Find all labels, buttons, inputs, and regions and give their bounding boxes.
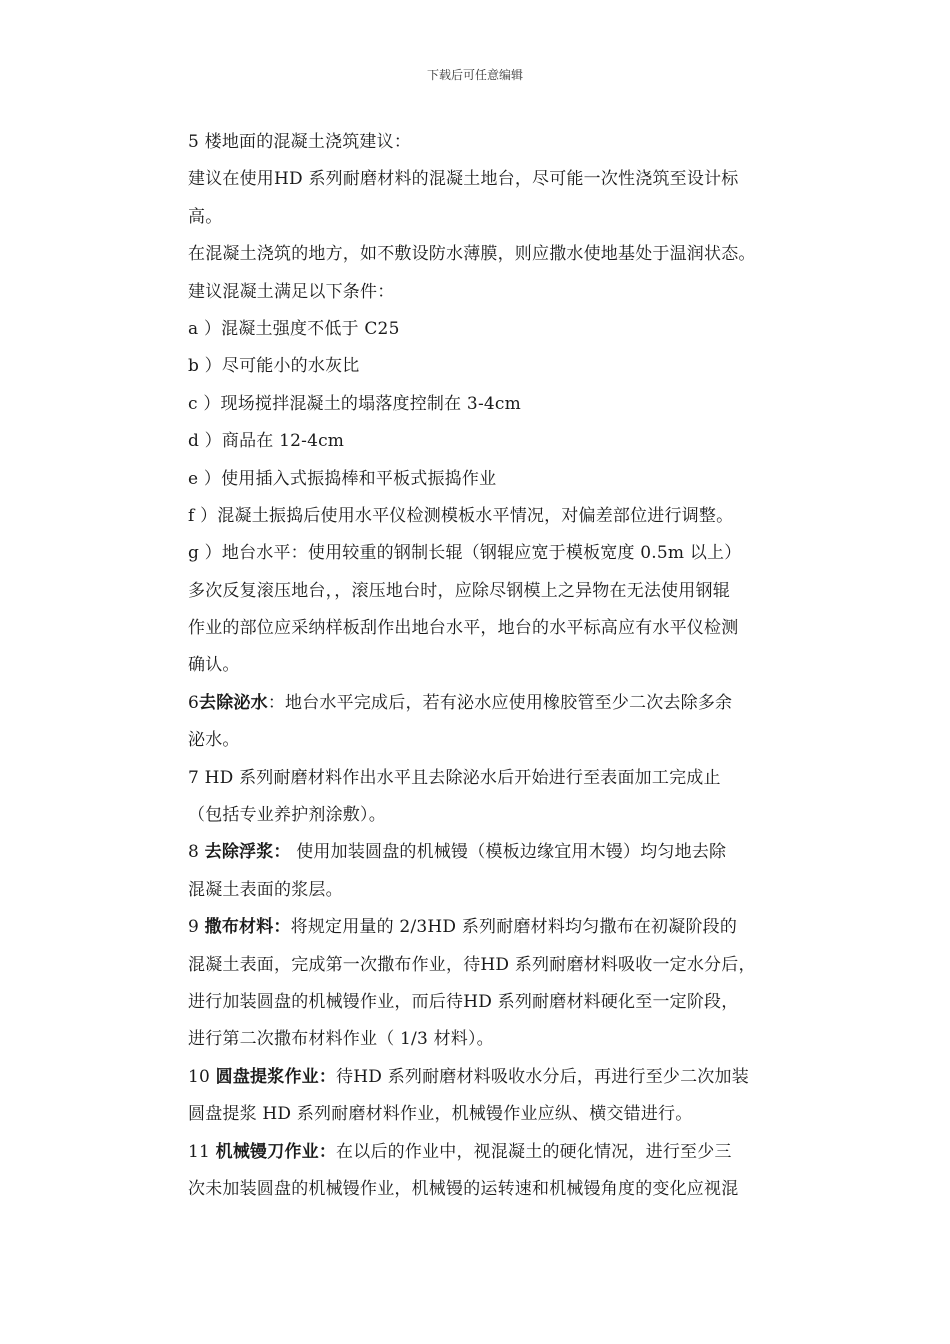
bold-heading: 去除浮浆： — [204, 842, 291, 863]
line-text: a ）混凝土强度不低于 C25 — [188, 318, 400, 339]
text-line — [188, 872, 828, 909]
text-line — [188, 1096, 828, 1133]
text-line — [188, 535, 828, 572]
text-line — [188, 498, 828, 535]
line-text-continued: 在以后的作业中，视混凝土的硬化情况，进行至少三 — [336, 1141, 732, 1162]
text-line — [188, 274, 828, 311]
line-text: 泌水。 — [188, 730, 240, 751]
bold-heading: 机械镘刀作业： — [215, 1141, 337, 1162]
text-line — [188, 348, 828, 385]
line-text: 圆盘提浆 HD 系列耐磨材料作业，机械镘作业应纵、横交错进行。 — [188, 1104, 693, 1125]
line-text: 进行加装圆盘的机械镘作业，而后待HD 系列耐磨材料硬化至一定阶段， — [188, 991, 739, 1012]
text-line — [188, 610, 828, 647]
text-line — [188, 722, 828, 759]
line-text-continued: 使用加装圆盘的机械镘（模板边缘宜用木镘）均匀地去除 — [290, 842, 727, 863]
line-text-continued: 待HD 系列耐磨材料吸收水分后，再进行至少二次加装 — [336, 1066, 749, 1087]
line-text-continued: ：地台水平完成后，若有泌水应使用橡胶管至少二次去除多余 — [267, 692, 733, 713]
line-text: 混凝土表面的浆层。 — [188, 879, 343, 900]
text-line — [188, 685, 828, 722]
text-line — [188, 947, 828, 984]
text-line — [188, 909, 828, 946]
line-text: 作业的部位应采纳样板刮作出地台水平，地台的水平标高应有水平仪检测 — [188, 618, 739, 639]
line-text: 多次反复滚压地台，，滚压地台时，应除尽钢模上之异物在无法使用钢辊 — [188, 580, 730, 601]
text-line — [188, 423, 828, 460]
line-text: 10 — [188, 1066, 216, 1087]
line-text: 6 — [188, 692, 200, 713]
line-text: 建议在使用HD 系列耐磨材料的混凝土地台，尽可能一次性浇筑至设计标 — [188, 169, 739, 190]
line-text: 次未加装圆盘的机械镘作业，机械镘的运转速和机械镘角度的变化应视混 — [188, 1178, 739, 1199]
line-text: 进行第二次撒布材料作业（ 1/3 材料）。 — [188, 1029, 494, 1050]
text-line — [188, 1134, 828, 1171]
text-line — [188, 984, 828, 1021]
line-text: 确认。 — [188, 655, 240, 676]
text-line — [188, 834, 828, 871]
line-text: e ）使用插入式振捣棒和平板式振捣作业 — [188, 468, 497, 489]
document-body — [188, 124, 828, 1208]
line-text: 在混凝土浇筑的地方，如不敷设防水薄膜，则应撒水使地基处于温润状态。 — [188, 244, 756, 265]
text-line — [188, 311, 828, 348]
text-line — [188, 236, 828, 273]
line-text: f ）混凝土振捣后使用水平仪检测模板水平情况，对偏差部位进行调整。 — [188, 505, 734, 526]
text-line — [188, 161, 828, 198]
text-line — [188, 1059, 828, 1096]
line-text: （包括专业养护剂涂敷）。 — [188, 805, 386, 826]
text-line — [188, 760, 828, 797]
text-line — [188, 573, 828, 610]
line-text: 高。 — [188, 206, 223, 227]
line-text: g ）地台水平：使用较重的钢制长辊（钢辊应宽于模板宽度 0.5m 以上） — [188, 543, 742, 564]
line-text-continued: 将规定用量的 2/3HD 系列耐磨材料均匀撒布在初凝阶段的 — [290, 917, 738, 938]
line-text: d ）商品在 12-4cm — [188, 431, 345, 452]
line-text: 9 — [188, 917, 205, 938]
text-line — [188, 797, 828, 834]
text-line — [188, 461, 828, 498]
line-text: 11 — [188, 1141, 216, 1162]
line-text: 5 楼地面的混凝土浇筑建议： — [188, 132, 412, 152]
page-header: 下载后可任意编辑 — [426, 68, 523, 82]
line-text: 混凝土表面，完成第一次撒布作业，待HD 系列耐磨材料吸收一定水分后， — [188, 954, 756, 975]
text-line — [188, 124, 828, 161]
line-text: 8 — [188, 842, 205, 863]
bold-heading: 去除泌水 — [199, 692, 268, 713]
text-line — [188, 386, 828, 423]
text-line — [188, 1171, 828, 1208]
line-text: 建议混凝土满足以下条件： — [188, 281, 395, 302]
text-line — [188, 1021, 828, 1058]
bold-heading: 撒布材料： — [204, 917, 291, 938]
text-line — [188, 199, 828, 236]
text-line — [188, 647, 828, 684]
line-text: b ）尽可能小的水灰比 — [188, 356, 360, 377]
bold-heading: 圆盘提浆作业： — [215, 1066, 337, 1087]
line-text: 7 HD 系列耐磨材料作出水平且去除泌水后开始进行至表面加工完成止 — [188, 767, 721, 788]
line-text: c ）现场搅拌混凝土的塌落度控制在 3-4cm — [188, 393, 521, 414]
